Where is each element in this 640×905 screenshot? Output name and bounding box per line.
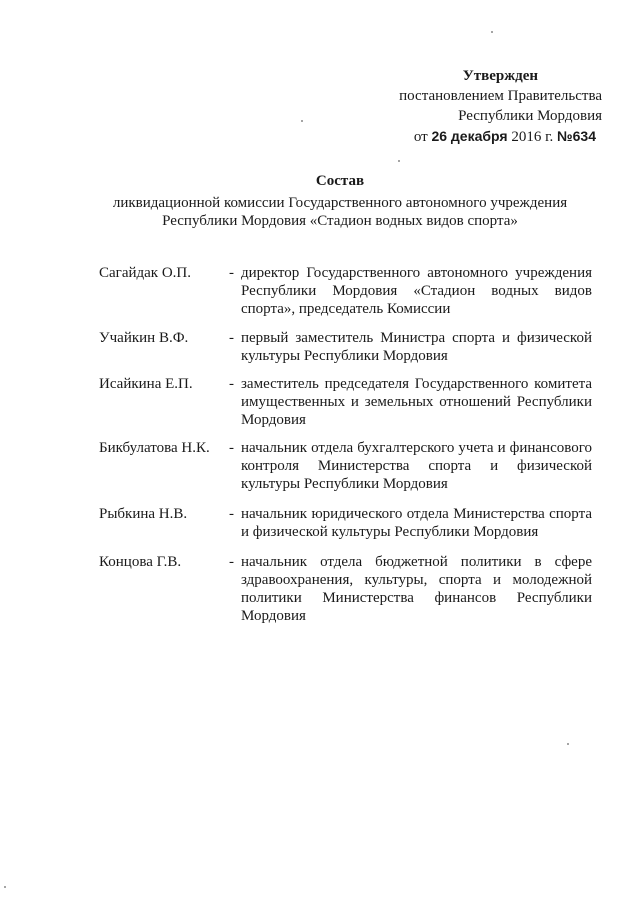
list-item: [99, 439, 592, 493]
approval-heading: Утвержден: [462, 68, 538, 84]
list-item: [99, 264, 592, 318]
member-dash: -: [229, 376, 234, 392]
member-dash: -: [229, 440, 234, 456]
list-item: [99, 505, 592, 541]
scan-speck: [567, 743, 569, 745]
approval-date-line: [372, 126, 602, 147]
scan-speck: [4, 886, 6, 888]
date-day-month: 26 декабря: [431, 128, 508, 144]
decree-number: №634: [557, 128, 596, 144]
member-name: Сагайдак О.П.: [99, 265, 191, 281]
member-role: начальник отдела бюджетной политики в сфере здравоохранения, культуры, спорта и молодежной политики Министерства финансов Республики Мордовия: [241, 554, 592, 624]
title-line-1: ликвидационной комиссии Государственного автономного учреждения: [112, 195, 568, 211]
date-year: 2016 г.: [511, 129, 554, 145]
approval-line-1: постановлением Правительства: [399, 88, 602, 104]
scan-speck: [398, 160, 400, 162]
member-role: начальник юридического отдела Министерства спорта и физической культуры Республики Мордовия: [241, 506, 592, 540]
member-dash: -: [229, 265, 234, 281]
member-role: начальник отдела бухгалтерского учета и финансового контроля Министерства спорта и физической культуры Республики Мордовия: [241, 440, 592, 492]
title-heading: Состав: [315, 173, 365, 189]
list-item: [99, 553, 592, 625]
member-list: [99, 264, 592, 625]
list-item: [99, 375, 592, 429]
member-name: Бикбулатова Н.К.: [99, 440, 210, 456]
member-name: Рыбкина Н.В.: [99, 506, 188, 522]
member-role: директор Государственного автономного учреждения Республики Мордовия «Стадион водных видов спорта», председатель Комиссии: [241, 265, 592, 317]
list-item: [99, 329, 592, 365]
member-dash: -: [229, 330, 234, 346]
member-name: Исайкина Е.П.: [99, 376, 193, 392]
title-line-2: Республики Мордовия «Стадион водных видов спорта»: [162, 213, 518, 229]
approval-block: [372, 66, 602, 147]
scan-speck: [301, 120, 303, 122]
scan-speck: [491, 31, 493, 33]
member-dash: -: [229, 506, 234, 522]
document-title: [80, 172, 600, 230]
date-prefix: от: [413, 129, 428, 145]
member-dash: -: [229, 554, 234, 570]
approval-line-2: Республики Мордовия: [458, 108, 602, 124]
member-name: Концова Г.В.: [99, 554, 182, 570]
member-role: заместитель председателя Государственного комитета имущественных и земельных отношений Республики Мордовия: [241, 376, 592, 428]
member-name: Учайкин В.Ф.: [99, 330, 189, 346]
member-role: первый заместитель Министра спорта и физической культуры Республики Мордовия: [241, 330, 592, 364]
